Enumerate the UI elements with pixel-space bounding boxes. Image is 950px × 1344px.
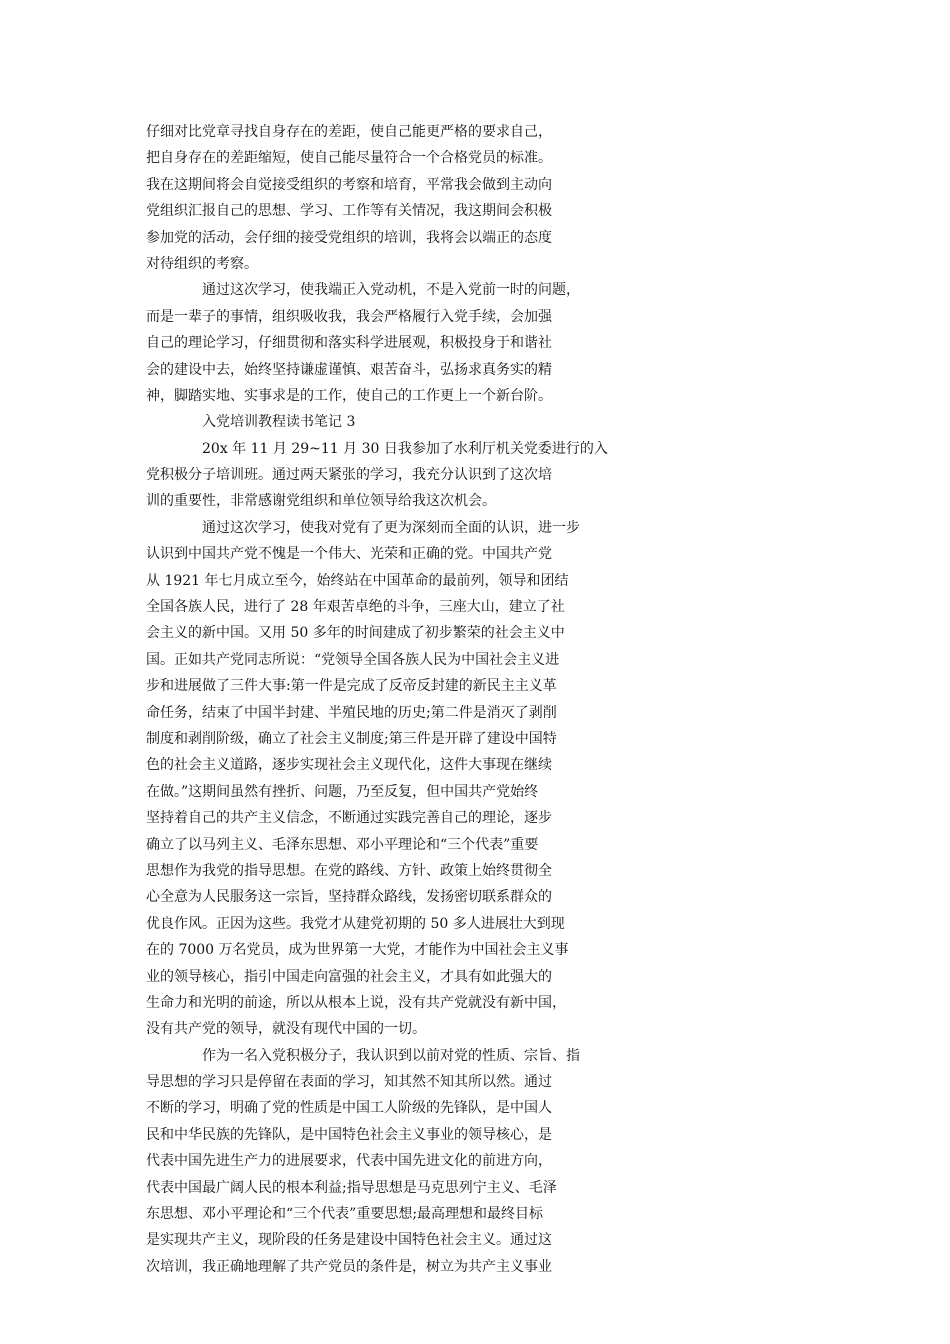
body-text — [146, 119, 816, 1280]
text-line: 而是一辈子的事情，组织吸收我，我会严格履行入党手续，会加强 — [146, 308, 552, 325]
text-line: 优良作风。正因为这些。我党才从建党初期的 50 多人进展壮大到现 — [146, 915, 565, 932]
text-line: 入党培训教程读书笔记 3 — [202, 414, 356, 431]
text-line: 心全意为人民服务这一宗旨，坚持群众路线，发扬密切联系群众的 — [146, 889, 552, 906]
text-line: 作为一名入党积极分子，我认识到以前对党的性质、宗旨、指 — [202, 1047, 580, 1064]
text-line: 在的 7000 万名党员，成为世界第一大党，才能作为中国社会主义事 — [146, 942, 569, 959]
text-line: 自己的理论学习，仔细贯彻和落实科学进展观，积极投身于和谐社 — [146, 335, 552, 352]
text-line: 代表中国先进生产力的进展要求，代表中国先进文化的前进方向， — [146, 1153, 552, 1170]
text-line: 确立了以马列主义、毛泽东思想、邓小平理论和“三个代表”重要 — [146, 836, 539, 853]
text-line: 导思想的学习只是停留在表面的学习，知其然不知其所以然。通过 — [146, 1074, 552, 1091]
text-line: 认识到中国共产党不愧是一个伟大、光荣和正确的党。中国共产党 — [146, 546, 552, 563]
text-line: 命任务，结束了中国半封建、半殖民地的历史;第二件是消灭了剥削 — [146, 704, 557, 721]
text-line: 通过这次学习，使我端正入党动机，不是入党前一时的问题， — [202, 282, 580, 299]
text-line: 生命力和光明的前途，所以从根本上说，没有共产党就没有新中国， — [146, 994, 566, 1011]
text-line: 从 1921 年七月成立至今，始终站在中国革命的最前列，领导和团结 — [146, 572, 569, 589]
text-line: 全国各族人民，进行了 28 年艰苦卓绝的斗争，三座大山，建立了社 — [146, 599, 565, 616]
text-line: 会的建设中去，始终坚持谦虚谨慎、艰苦奋斗，弘扬求真务实的精 — [146, 361, 552, 378]
text-line: 是实现共产主义，现阶段的任务是建设中国特色社会主义。通过这 — [146, 1232, 552, 1249]
text-line: 代表中国最广阔人民的根本利益;指导思想是马克思列宁主义、毛泽 — [146, 1179, 557, 1196]
text-line: 东思想、邓小平理论和“三个代表”重要思想;最高理想和最终目标 — [146, 1206, 544, 1223]
text-line: 把自身存在的差距缩短，使自己能尽量符合一个合格党员的标准。 — [146, 150, 552, 167]
text-line: 色的社会主义道路，逐步实现社会主义现代化，这件大事现在继续 — [146, 757, 552, 774]
text-line: 党组织汇报自己的思想、学习、工作等有关情况，我这期间会积极 — [146, 203, 552, 220]
text-line: 步和进展做了三件大事:第一件是完成了反帝反封建的新民主主义革 — [146, 678, 557, 695]
text-line: 民和中华民族的先锋队，是中国特色社会主义事业的领导核心，是 — [146, 1126, 552, 1143]
text-line: 在做。”这期间虽然有挫折、问题，乃至反复，但中国共产党始终 — [146, 783, 539, 800]
text-line: 参加党的活动，会仔细的接受党组织的培训，我将会以端正的态度 — [146, 229, 552, 246]
text-line: 通过这次学习，使我对党有了更为深刻而全面的认识，进一步 — [202, 519, 580, 536]
text-line: 思想作为我党的指导思想。在党的路线、方针、政策上始终贯彻全 — [146, 862, 552, 879]
text-line: 党积极分子培训班。通过两天紧张的学习，我充分认识到了这次培 — [146, 467, 552, 484]
text-line: 制度和剥削阶级，确立了社会主义制度;第三件是开辟了建设中国特 — [146, 730, 557, 747]
text-line: 神，脚踏实地、实事求是的工作，使自己的工作更上一个新台阶。 — [146, 387, 552, 404]
text-line: 会主义的新中国。又用 50 多年的时间建成了初步繁荣的社会主义中 — [146, 625, 565, 642]
text-line: 仔细对比党章寻找自身存在的差距，使自己能更严格的要求自己， — [146, 124, 552, 140]
text-line: 坚持着自己的共产主义信念，不断通过实践完善自己的理论，逐步 — [146, 810, 552, 827]
text-line: 训的重要性，非常感谢党组织和单位领导给我这次机会。 — [146, 493, 496, 510]
text-line: 对待组织的考察。 — [146, 255, 258, 272]
text-line: 不断的学习，明确了党的性质是中国工人阶级的先锋队，是中国人 — [146, 1100, 552, 1117]
text-line: 20x 年 11 月 29~11 月 30 日我参加了水利厅机关党委进行的入 — [202, 440, 608, 457]
text-line: 业的领导核心，指引中国走向富强的社会主义，才具有如此强大的 — [146, 968, 552, 985]
text-line: 我在这期间将会自觉接受组织的考察和培育，平常我会做到主动向 — [146, 176, 552, 193]
text-line: 次培训，我正确地理解了共产党员的条件是，树立为共产主义事业 — [146, 1258, 552, 1275]
text-line: 没有共产党的领导，就没有现代中国的一切。 — [146, 1021, 426, 1038]
text-line: 国。正如共产党同志所说：“党领导全国各族人民为中国社会主义进 — [146, 651, 560, 668]
